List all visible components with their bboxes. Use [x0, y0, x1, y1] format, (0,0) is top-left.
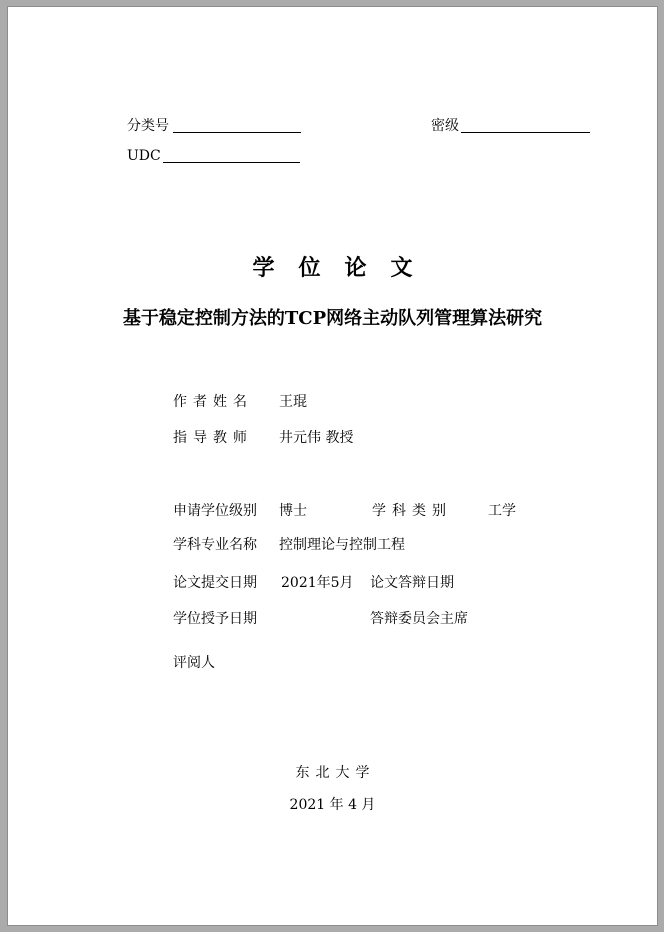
major-value: 控制理论与控制工程 — [279, 537, 405, 553]
document-page — [8, 7, 657, 925]
reviewer-label: 评阅人 — [173, 655, 215, 671]
university-name: 东北大学 — [295, 765, 376, 781]
author-label: 作者姓名 — [173, 394, 253, 410]
author-value: 王琨 — [279, 394, 307, 410]
degree-level-label: 申请学位级别 — [173, 503, 257, 519]
udc-label: UDC — [127, 148, 161, 164]
advisor-value: 井元伟 教授 — [279, 430, 354, 446]
defense-date-label: 论文答辩日期 — [370, 575, 454, 591]
udc-underline — [163, 162, 300, 163]
submit-date-label: 论文提交日期 — [173, 575, 257, 591]
advisor-label: 指导教师 — [173, 430, 253, 446]
secret-level-label: 密级 — [431, 118, 459, 134]
discipline-value: 工学 — [488, 503, 516, 519]
committee-chair-label: 答辩委员会主席 — [370, 611, 468, 627]
discipline-label: 学科类别 — [372, 503, 452, 519]
thesis-title: 基于稳定控制方法的TCP网络主动队列管理算法研究 — [122, 308, 543, 329]
award-date-label: 学位授予日期 — [173, 611, 257, 627]
major-label: 学科专业名称 — [173, 537, 257, 553]
secret-level-underline — [461, 132, 590, 133]
document-title: 学位论文 — [252, 255, 437, 281]
classification-label: 分类号 — [127, 118, 169, 134]
degree-level-value: 博士 — [279, 503, 307, 519]
submit-date-value: 2021年5月 — [281, 575, 354, 591]
document-date: 2021 年 4 月 — [289, 797, 376, 813]
classification-underline — [173, 132, 301, 133]
